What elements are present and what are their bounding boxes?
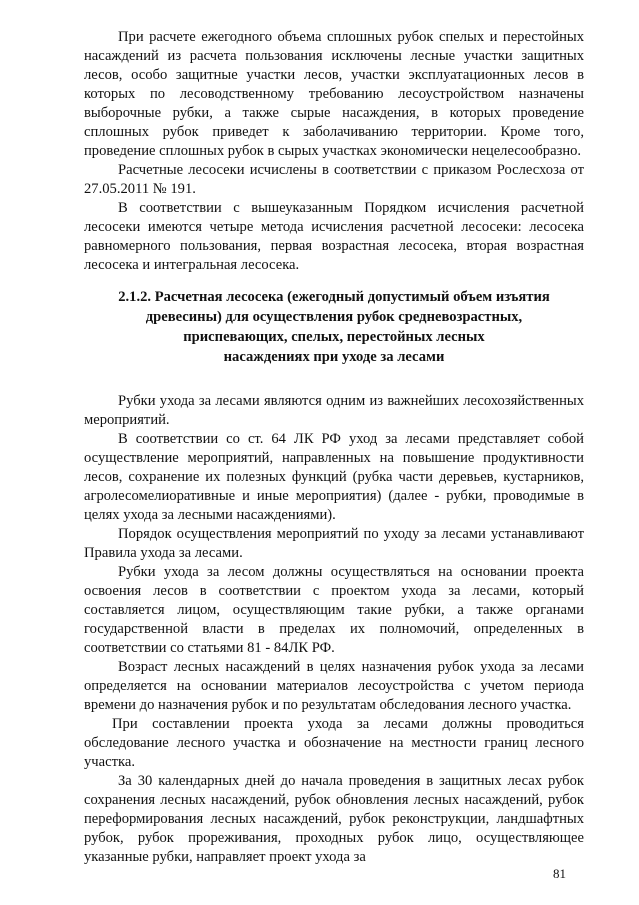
paragraph: Возраст лесных насаждений в целях назначения рубок ухода за лесами определяется на основании материалов лесоустройства с учетом периода времени до назначения рубок и по результатам обследования лесного участка. xyxy=(84,659,584,713)
paragraph: При составлении проекта ухода за лесами должны проводиться обследование лесного участка и обозначение на местности границ лесного участка. xyxy=(84,716,584,770)
paragraph: Рубки ухода за лесом должны осуществляться на основании проекта освоения лесов в соответствии с проектом ухода за лесами, который составляется лицом, осуществляющим такие рубки, а также органами государственной власти в пределах их полномочий, определенных в соответствии со статьями 81 - 84ЛК РФ. xyxy=(84,564,584,656)
page-number: 81 xyxy=(553,866,566,881)
paragraph: Расчетные лесосеки исчислены в соответствии с приказом Рослесхоза от 27.05.2011 № 191. xyxy=(84,162,584,197)
body-text-bottom xyxy=(84,392,584,867)
paragraph: При расчете ежегодного объема сплошных рубок спелых и перестойных насаждений из расчета пользования исключены лесные участки защитных лесов, особо защитные участки лесов, участки эксплуатационных лесов в которых по лесоводственному требованию лесоустройством назначены выборочные рубки, а также сырые насаждения, в которых проведение сплошных рубок приведет к заболачиванию территории. Кроме того, проведение сплошных рубок в сырых участках экономически нецелесообразно. xyxy=(84,29,584,159)
heading-line: насаждениях при уходе за лесами xyxy=(223,349,445,365)
paragraph: Порядок осуществления мероприятий по уходу за лесами устанавливают Правила ухода за лесами. xyxy=(84,526,584,561)
section-heading xyxy=(84,287,584,367)
heading-line: 2.1.2. Расчетная лесосека (ежегодный допустимый объем изъятия xyxy=(118,289,550,305)
paragraph: В соответствии с вышеуказанным Порядком исчисления расчетной лесосеки имеются четыре метода исчисления расчетной лесосеки: лесосека равномерного пользования, первая возрастная лесосека, вторая возрастная лесосека и интегральная лесосека. xyxy=(84,200,584,273)
paragraph: В соответствии со ст. 64 ЛК РФ уход за лесами представляет собой осуществление мероприятий, направленных на повышение продуктивности лесов, сохранение их полезных функций (рубка части деревьев, кустарников, агролесомелиоративные и иные мероприятия) (далее - рубки, проводимые в целях ухода за лесными насаждениями). xyxy=(84,431,584,523)
paragraph: Рубки ухода за лесами являются одним из важнейших лесохозяйственных мероприятий. xyxy=(84,393,584,428)
paragraph: За 30 календарных дней до начала проведения в защитных лесах рубок сохранения лесных насаждений, рубок обновления лесных насаждений, рубок переформирования лесных насаждений, рубок реконструкции, ландшафтных рубок, рубок прореживания, проходных рубок лицо, осуществляющее указанные рубки, направляет проект ухода за xyxy=(84,773,584,865)
body-text-top xyxy=(84,28,584,275)
heading-line: приспевающих, спелых, перестойных лесных xyxy=(183,329,485,345)
heading-line: древесины) для осуществления рубок средневозрастных, xyxy=(145,309,523,325)
